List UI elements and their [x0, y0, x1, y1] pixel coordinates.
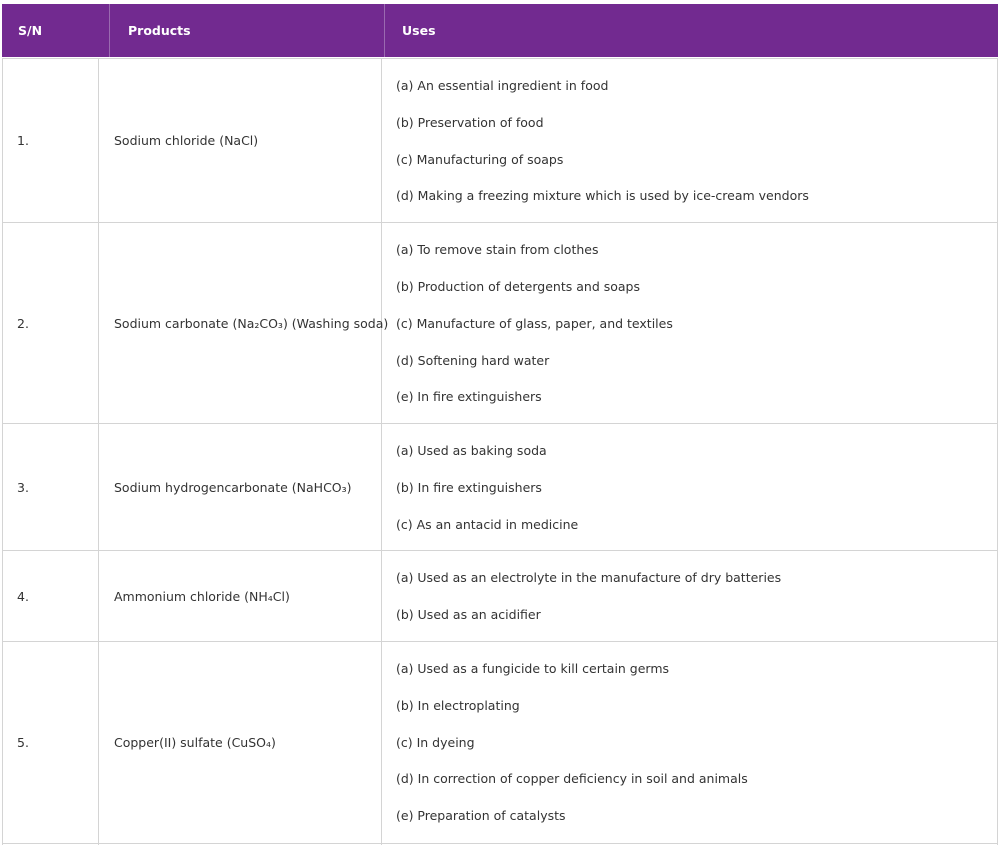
row-product: Ammonium chloride (NH₄Cl): [114, 589, 290, 604]
use-item: (c) Manufacturing of soaps: [396, 152, 564, 167]
use-item: (d) Making a freezing mixture which is used by ice-cream vendors: [396, 188, 809, 203]
use-item: (c) Manufacture of glass, paper, and textiles: [396, 316, 673, 331]
table-border-left: [2, 58, 3, 845]
row-divider: [2, 423, 998, 424]
row-sn: 4.: [17, 589, 29, 604]
header-products: Products: [109, 4, 384, 57]
row-product: Sodium chloride (NaCl): [114, 133, 259, 148]
row-divider: [2, 641, 998, 642]
use-item: (c) As an antacid in medicine: [396, 517, 579, 532]
use-item: (b) In fire extinguishers: [396, 480, 542, 495]
row-divider: [2, 222, 998, 223]
use-item: (b) Used as an acidifier: [396, 607, 541, 622]
row-sn: 1.: [17, 133, 29, 148]
use-item: (a) To remove stain from clothes: [396, 242, 599, 257]
use-item: (b) In electroplating: [396, 698, 520, 713]
use-item: (a) Used as baking soda: [396, 443, 547, 458]
table-border-right: [997, 58, 998, 845]
row-sn: 3.: [17, 480, 29, 495]
use-item: (a) Used as an electrolyte in the manufacture of dry batteries: [396, 570, 782, 585]
row-divider: [2, 550, 998, 551]
use-item: (b) Production of detergents and soaps: [396, 279, 640, 294]
use-item: (a) An essential ingredient in food: [396, 78, 609, 93]
use-item: (b) Preservation of food: [396, 115, 544, 130]
row-sn: 2.: [17, 316, 29, 331]
row-divider: [2, 58, 998, 59]
row-product: Copper(II) sulfate (CuSO₄): [114, 735, 276, 750]
header-sn: S/N: [18, 23, 43, 38]
row-product: Sodium carbonate (Na₂CO₃) (Washing soda): [114, 316, 389, 331]
column-divider-1: [98, 58, 99, 845]
use-item: (e) In fire extinguishers: [396, 389, 542, 404]
table-header: [2, 4, 998, 57]
use-item: (a) Used as a fungicide to kill certain germs: [396, 661, 670, 676]
row-divider: [2, 843, 998, 844]
use-item: (d) Softening hard water: [396, 353, 550, 368]
header-uses: Uses: [384, 4, 998, 57]
use-item: (d) In correction of copper deficiency in soil and animals: [396, 771, 748, 786]
row-sn: 5.: [17, 735, 29, 750]
column-divider-2: [381, 58, 382, 845]
use-item: (c) In dyeing: [396, 735, 475, 750]
row-product: Sodium hydrogencarbonate (NaHCO₃): [114, 480, 352, 495]
use-item: (e) Preparation of catalysts: [396, 808, 566, 823]
